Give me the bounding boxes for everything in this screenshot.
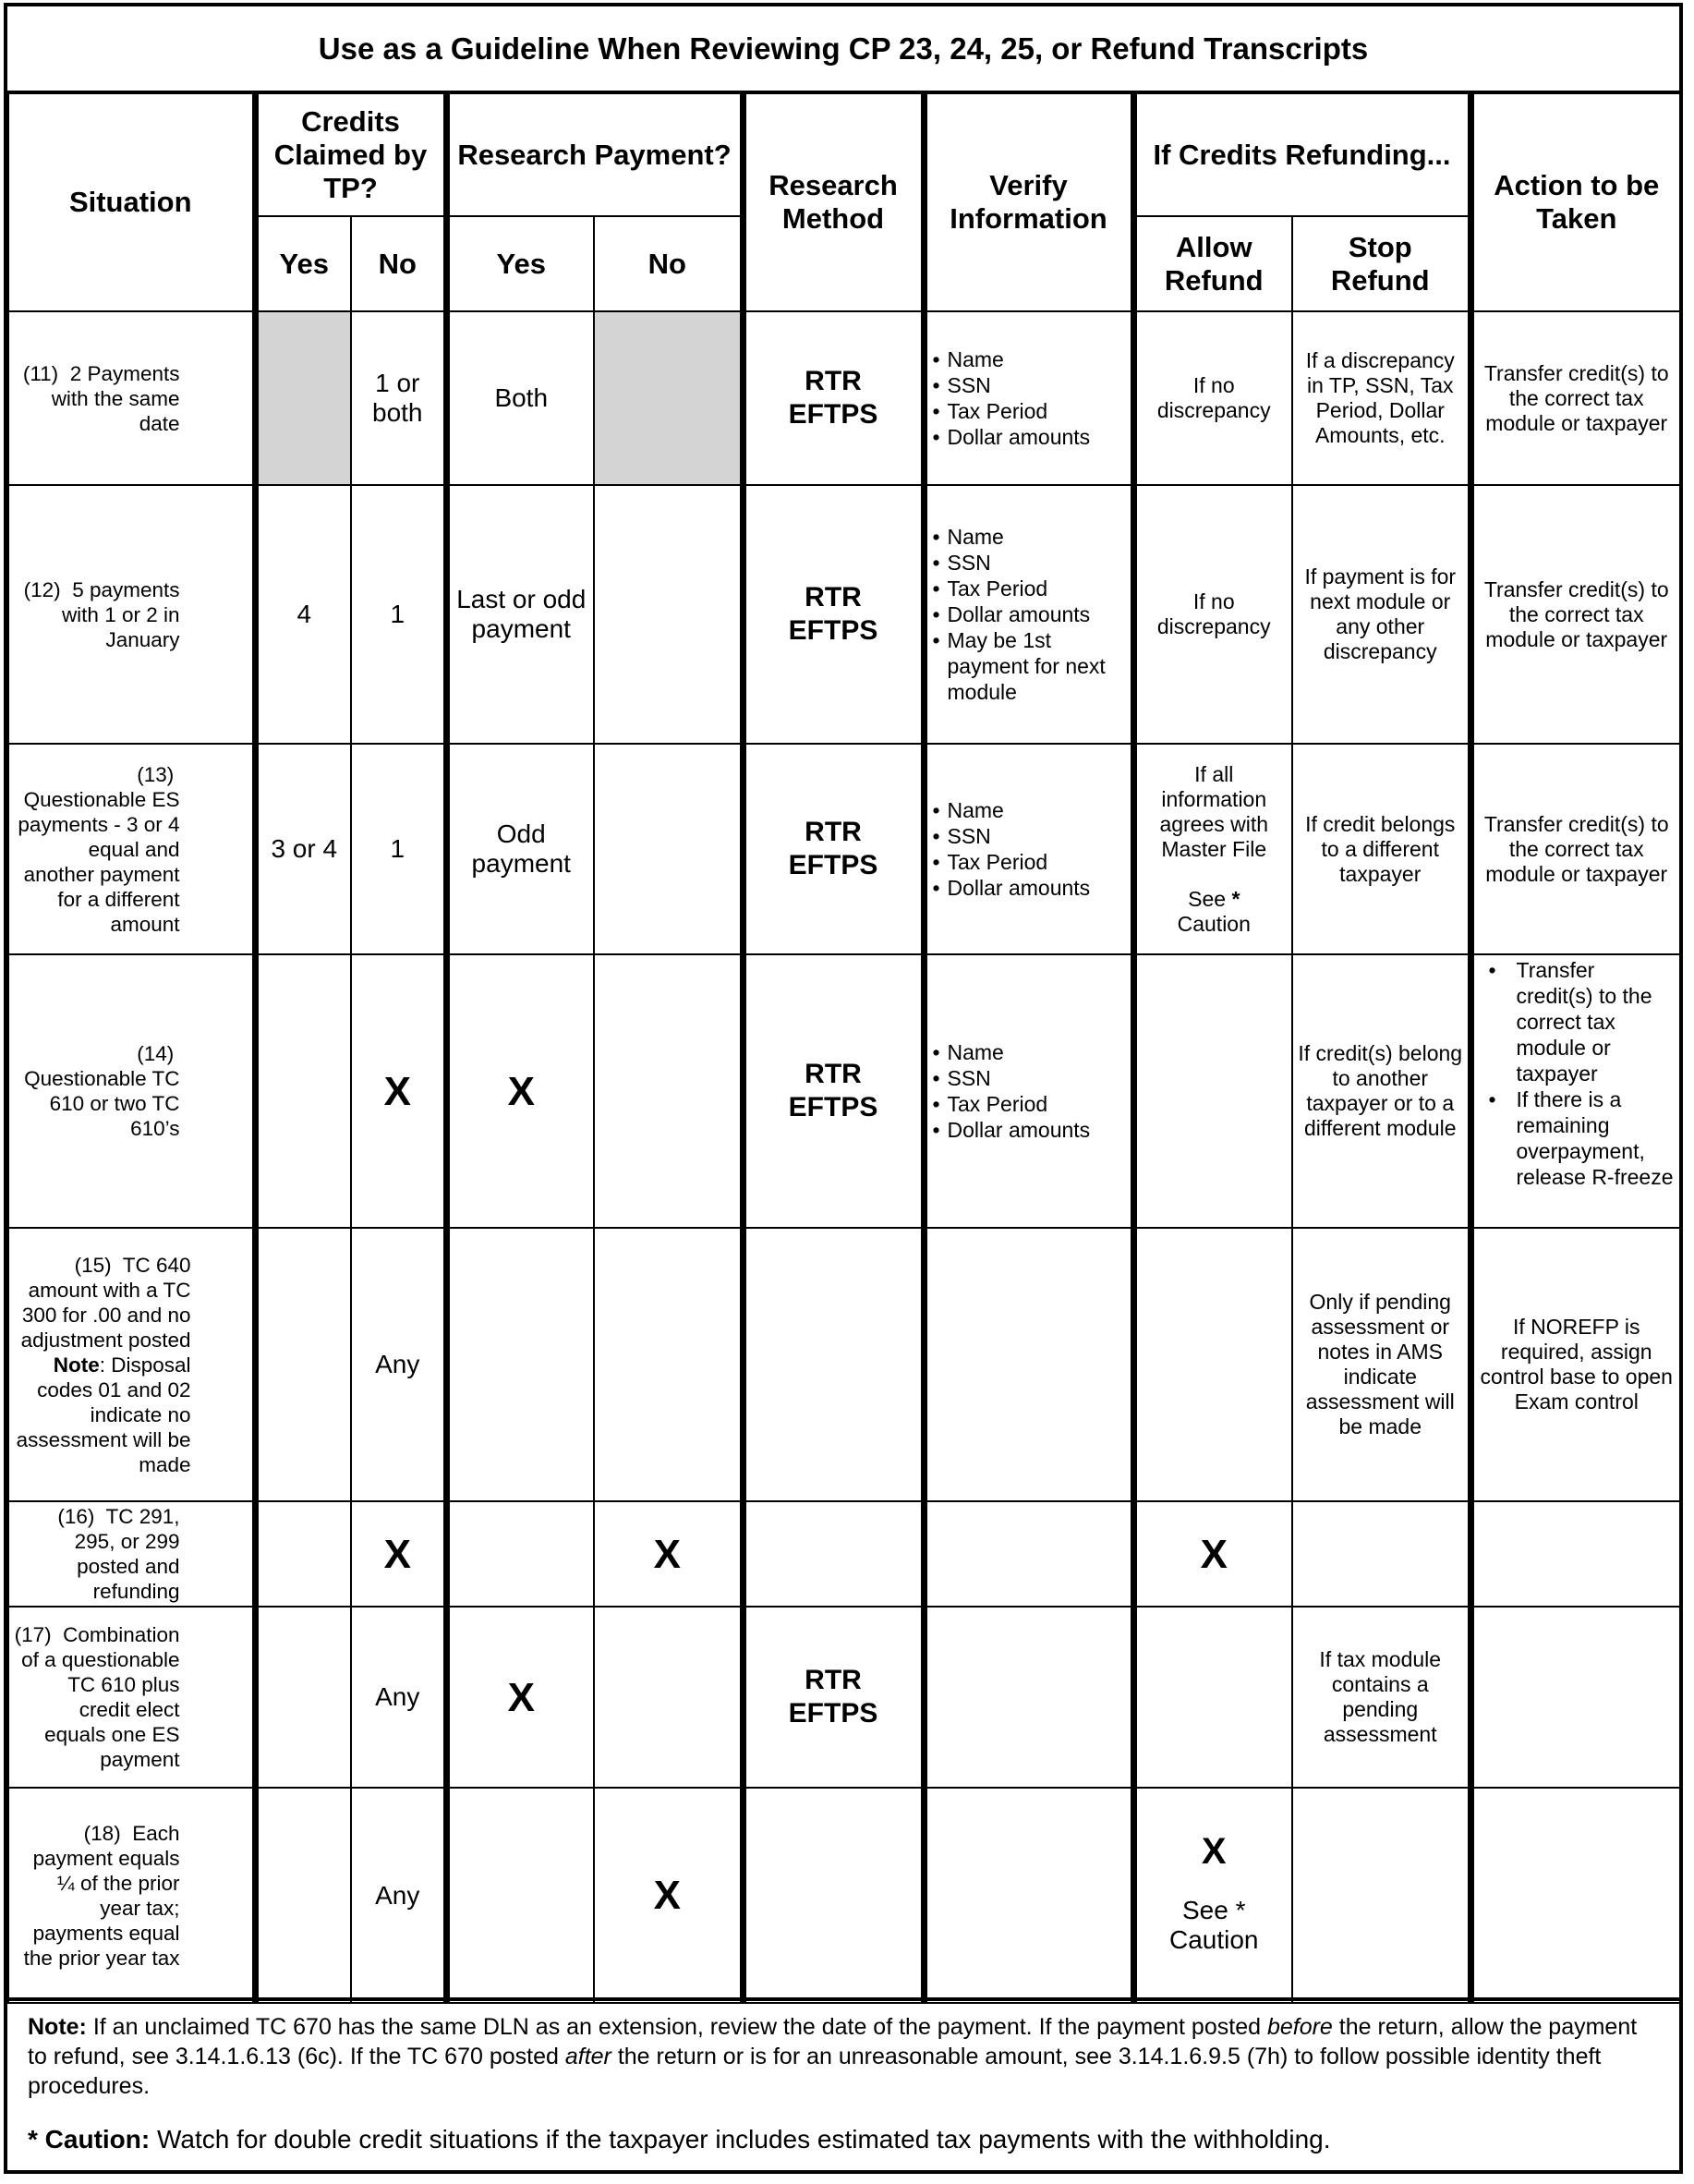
situation-cell: (11) 2 Payments with the same date xyxy=(8,311,255,485)
stop-refund-cell: If tax module contains a pending assessment xyxy=(1292,1607,1470,1788)
credits-yes-cell xyxy=(255,1501,351,1607)
action-cell xyxy=(1470,1501,1680,1607)
credits-yes-cell xyxy=(255,311,351,485)
header-research-yes: Yes xyxy=(446,216,594,311)
header-credits-no: No xyxy=(351,216,446,311)
header-stop-refund: Stop Refund xyxy=(1292,216,1470,311)
header-verify-information: Verify Information xyxy=(924,94,1133,311)
credits-yes-cell: 3 or 4 xyxy=(255,744,351,954)
header-if-credits-refunding: If Credits Refunding... xyxy=(1133,94,1470,216)
allow-refund-cell: If all information agrees with Master File See * Caution xyxy=(1133,744,1292,954)
situation-cell: (18) Each payment equals ¼ of the prior year tax; payments equal the prior year tax xyxy=(8,1788,255,2003)
note-paragraph: Note: If an unclaimed TC 670 has the same DLN as an extension, review the date of the payment. If the payment posted before the return, allow the payment to refund, see 3.14.1.6.13 (6c). If the TC 670 posted after the return or is for an unreasonable amount, see 3.14.1.6.9.5 (7h) to follow possible identity theft procedures. xyxy=(28,2014,1638,2099)
credits-no-x-mark: X xyxy=(351,1501,446,1607)
research-method-cell xyxy=(743,1788,924,2003)
situation-cell: (16) TC 291, 295, or 299 posted and refunding xyxy=(8,1501,255,1607)
research-yes-cell xyxy=(446,1501,594,1607)
research-no-cell xyxy=(594,744,743,954)
header-research-method: Research Method xyxy=(743,94,924,311)
credits-no-cell: 1 xyxy=(351,744,446,954)
stop-refund-cell: If credit(s) belong to another taxpayer or to a different module xyxy=(1292,954,1470,1228)
allow-refund-cell xyxy=(1133,954,1292,1228)
credits-yes-cell xyxy=(255,954,351,1228)
research-method-cell: RTR EFTPS xyxy=(743,744,924,954)
allow-refund-cell xyxy=(1133,1228,1292,1501)
action-cell xyxy=(1470,1607,1680,1788)
research-yes-cell: Last or odd payment xyxy=(446,485,594,744)
allow-refund-cell: If no discrepancy xyxy=(1133,485,1292,744)
stop-refund-cell: Only if pending assessment or notes in AMS indicate assessment will be made xyxy=(1292,1228,1470,1501)
research-method-cell: RTR EFTPS xyxy=(743,1607,924,1788)
action-cell: If NOREFP is required, assign control base to open Exam control xyxy=(1470,1228,1680,1501)
action-cell: • Transfer credit(s) to the correct tax module or taxpayer • If there is a remaining overpayment, release R-freeze xyxy=(1470,954,1680,1228)
allow-refund-x-mark: X xyxy=(1133,1501,1292,1607)
verify-info-cell: • Name • SSN • Tax Period • Dollar amounts xyxy=(924,954,1133,1228)
situation-cell: (17) Combination of a questionable TC 610 plus credit elect equals one ES payment xyxy=(8,1607,255,1788)
verify-info-cell: • Name • SSN • Tax Period • Dollar amounts xyxy=(924,311,1133,485)
verify-info-cell xyxy=(924,1501,1133,1607)
situation-cell: (13) Questionable ES payments - 3 or 4 equal and another payment for a different amount xyxy=(8,744,255,954)
research-no-cell xyxy=(594,1607,743,1788)
research-yes-cell xyxy=(446,1788,594,2003)
stop-refund-cell: If a discrepancy in TP, SSN, Tax Period, Dollar Amounts, etc. xyxy=(1292,311,1470,485)
verify-info-cell xyxy=(924,1607,1133,1788)
situation-cell: (12) 5 payments with 1 or 2 in January xyxy=(8,485,255,744)
research-no-cell xyxy=(594,485,743,744)
action-cell xyxy=(1470,1788,1680,2003)
credits-no-cell: 1 xyxy=(351,485,446,744)
research-yes-cell xyxy=(446,1228,594,1501)
action-cell: Transfer credit(s) to the correct tax module or taxpayer xyxy=(1470,485,1680,744)
allow-refund-cell: If no discrepancy xyxy=(1133,311,1292,485)
verify-info-cell: • Name • SSN • Tax Period • Dollar amounts xyxy=(924,744,1133,954)
allow-refund-cell: X See * Caution xyxy=(1133,1788,1292,2003)
research-no-x-mark: X xyxy=(594,1501,743,1607)
header-research-no: No xyxy=(594,216,743,311)
header-action: Action to be Taken xyxy=(1470,94,1680,311)
verify-info-cell xyxy=(924,1788,1133,2003)
guideline-table-frame xyxy=(4,3,1683,2174)
action-cell: Transfer credit(s) to the correct tax module or taxpayer xyxy=(1470,744,1680,954)
credits-no-cell: Any xyxy=(351,1788,446,2003)
table-row xyxy=(8,1501,1680,1607)
header-credits-claimed: Credits Claimed by TP? xyxy=(255,94,446,216)
credits-no-x-mark: X xyxy=(351,954,446,1228)
page-title: Use as a Guideline When Reviewing CP 23, 24, 25, or Refund Transcripts xyxy=(7,6,1679,94)
table-row xyxy=(8,744,1680,954)
research-yes-x-mark: X xyxy=(446,1607,594,1788)
research-yes-x-mark: X xyxy=(446,954,594,1228)
table-row xyxy=(8,1228,1680,1501)
header-situation: Situation xyxy=(8,94,255,311)
caution-paragraph: * Caution: Watch for double credit situations if the taxpayer includes estimated tax payments with the withholding. xyxy=(28,2125,1331,2154)
stop-refund-cell xyxy=(1292,1501,1470,1607)
verify-info-cell xyxy=(924,1228,1133,1501)
allow-refund-x-mark: X xyxy=(1201,1830,1227,1872)
stop-refund-cell: If credit belongs to a different taxpayer xyxy=(1292,744,1470,954)
research-method-cell: RTR EFTPS xyxy=(743,311,924,485)
credits-yes-cell xyxy=(255,1607,351,1788)
credits-yes-cell xyxy=(255,1228,351,1501)
research-yes-cell: Odd payment xyxy=(446,744,594,954)
header-allow-refund: Allow Refund xyxy=(1133,216,1292,311)
situation-cell: (15) TC 640 amount with a TC 300 for .00 and no adjustment posted Note: Disposal codes 01 and 02 indicate no assessment will be made xyxy=(8,1228,255,1501)
header-research-payment: Research Payment? xyxy=(446,94,743,216)
table-row xyxy=(8,311,1680,485)
credits-no-cell: 1 or both xyxy=(351,311,446,485)
table-row xyxy=(8,1788,1680,2003)
stop-refund-cell: If payment is for next module or any other discrepancy xyxy=(1292,485,1470,744)
allow-refund-cell xyxy=(1133,1607,1292,1788)
research-no-cell xyxy=(594,954,743,1228)
research-method-cell xyxy=(743,1501,924,1607)
header-credits-yes: Yes xyxy=(255,216,351,311)
credits-yes-cell: 4 xyxy=(255,485,351,744)
stop-refund-cell xyxy=(1292,1788,1470,2003)
table-row xyxy=(8,485,1680,744)
credits-no-cell: Any xyxy=(351,1228,446,1501)
table-row xyxy=(8,1607,1680,1788)
research-method-cell: RTR EFTPS xyxy=(743,954,924,1228)
research-yes-cell: Both xyxy=(446,311,594,485)
research-no-x-mark: X xyxy=(594,1788,743,2003)
research-no-cell xyxy=(594,1228,743,1501)
guideline-table xyxy=(7,94,1681,2004)
credits-no-cell: Any xyxy=(351,1607,446,1788)
footer-notes xyxy=(7,1997,1679,2170)
research-method-cell: RTR EFTPS xyxy=(743,485,924,744)
research-method-cell xyxy=(743,1228,924,1501)
research-no-cell xyxy=(594,311,743,485)
action-cell: Transfer credit(s) to the correct tax module or taxpayer xyxy=(1470,311,1680,485)
verify-info-cell: • Name • SSN • Tax Period • Dollar amounts • May be 1st payment for next module xyxy=(924,485,1133,744)
credits-yes-cell xyxy=(255,1788,351,2003)
table-row xyxy=(8,954,1680,1228)
situation-cell: (14) Questionable TC 610 or two TC 610’s xyxy=(8,954,255,1228)
